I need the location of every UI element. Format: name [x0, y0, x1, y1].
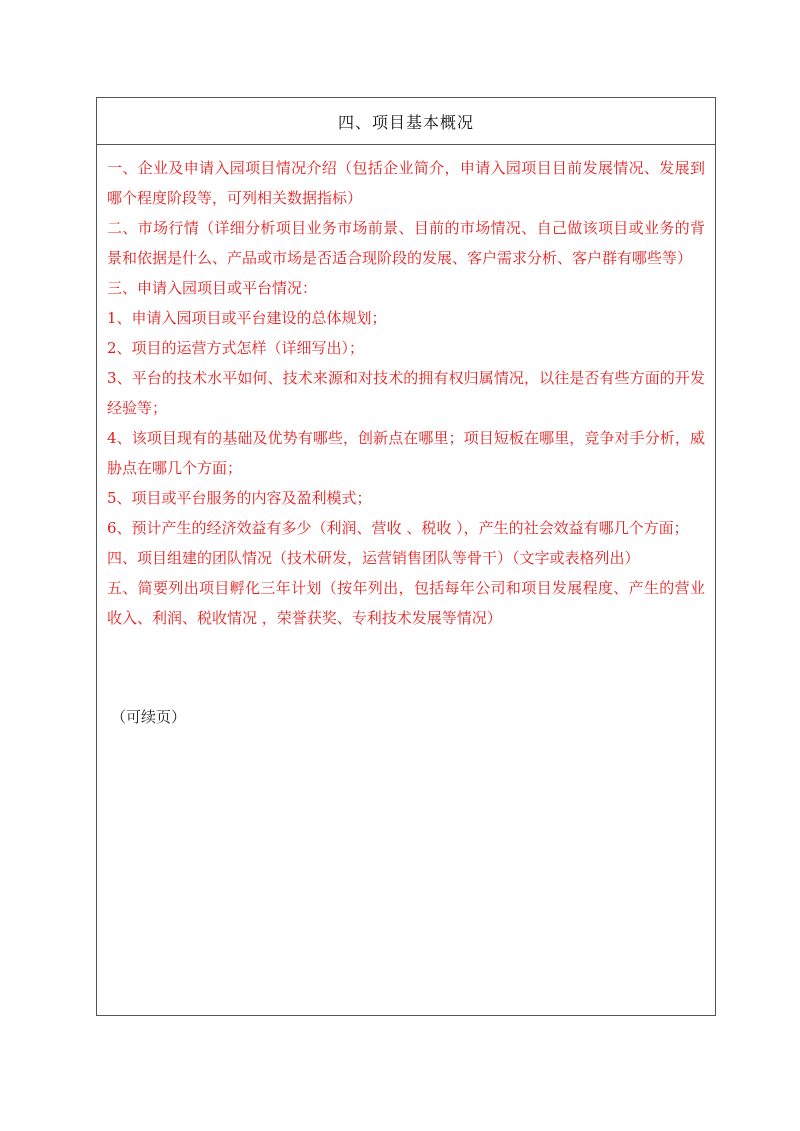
project-overview-form: [96, 97, 716, 1016]
instruction-item-3: 3、平台的技术水平如何、技术来源和对技术的拥有权归属情况，以往是否有些方面的开发经验等；: [107, 369, 705, 417]
section-title: 四、项目基本概况: [97, 98, 715, 145]
instruction-market: 二、市场行情（详细分析项目业务市场前景、目前的市场情况、自己做该项目或业务的背景和依据是什么、产品或市场是否适合现阶段的发展、客户需求分析、客户群有哪些等）: [107, 219, 705, 267]
continue-page-note: （可续页）: [111, 708, 187, 726]
instruction-item-2: 2、项目的运营方式怎样（详细写出）；: [107, 339, 365, 357]
section-content: [97, 145, 715, 732]
instruction-platform-heading: 三、申请入园项目或平台情况：: [107, 279, 318, 297]
instruction-item-1: 1、申请入园项目或平台建设的总体规划；: [107, 309, 387, 327]
instruction-three-year-plan: 五、简要列出项目孵化三年计划（按年列出，包括每年公司和项目发展程度、产生的营业收入、利润、税收情况 ，荣誉获奖、专利技术发展等情况）: [107, 579, 705, 627]
instruction-company-intro: 一、企业及申请入园项目情况介绍（包括企业简介，申请入园项目目前发展情况、发展到哪个程度阶段等，可列相关数据指标）: [107, 159, 705, 207]
instruction-item-4: 4、该项目现有的基础及优势有哪些，创新点在哪里；项目短板在哪里，竞争对手分析，威胁点在哪几个方面；: [107, 429, 705, 477]
instruction-team: 四、项目组建的团队情况（技术研发，运营销售团队等骨干）（文字或表格列出）: [107, 549, 640, 567]
instruction-item-6: 6、预计产生的经济效益有多少（利润、营收 、税收 ），产生的社会效益有哪几个方面；: [107, 519, 689, 537]
instruction-item-5: 5、项目或平台服务的内容及盈利模式；: [107, 489, 372, 507]
